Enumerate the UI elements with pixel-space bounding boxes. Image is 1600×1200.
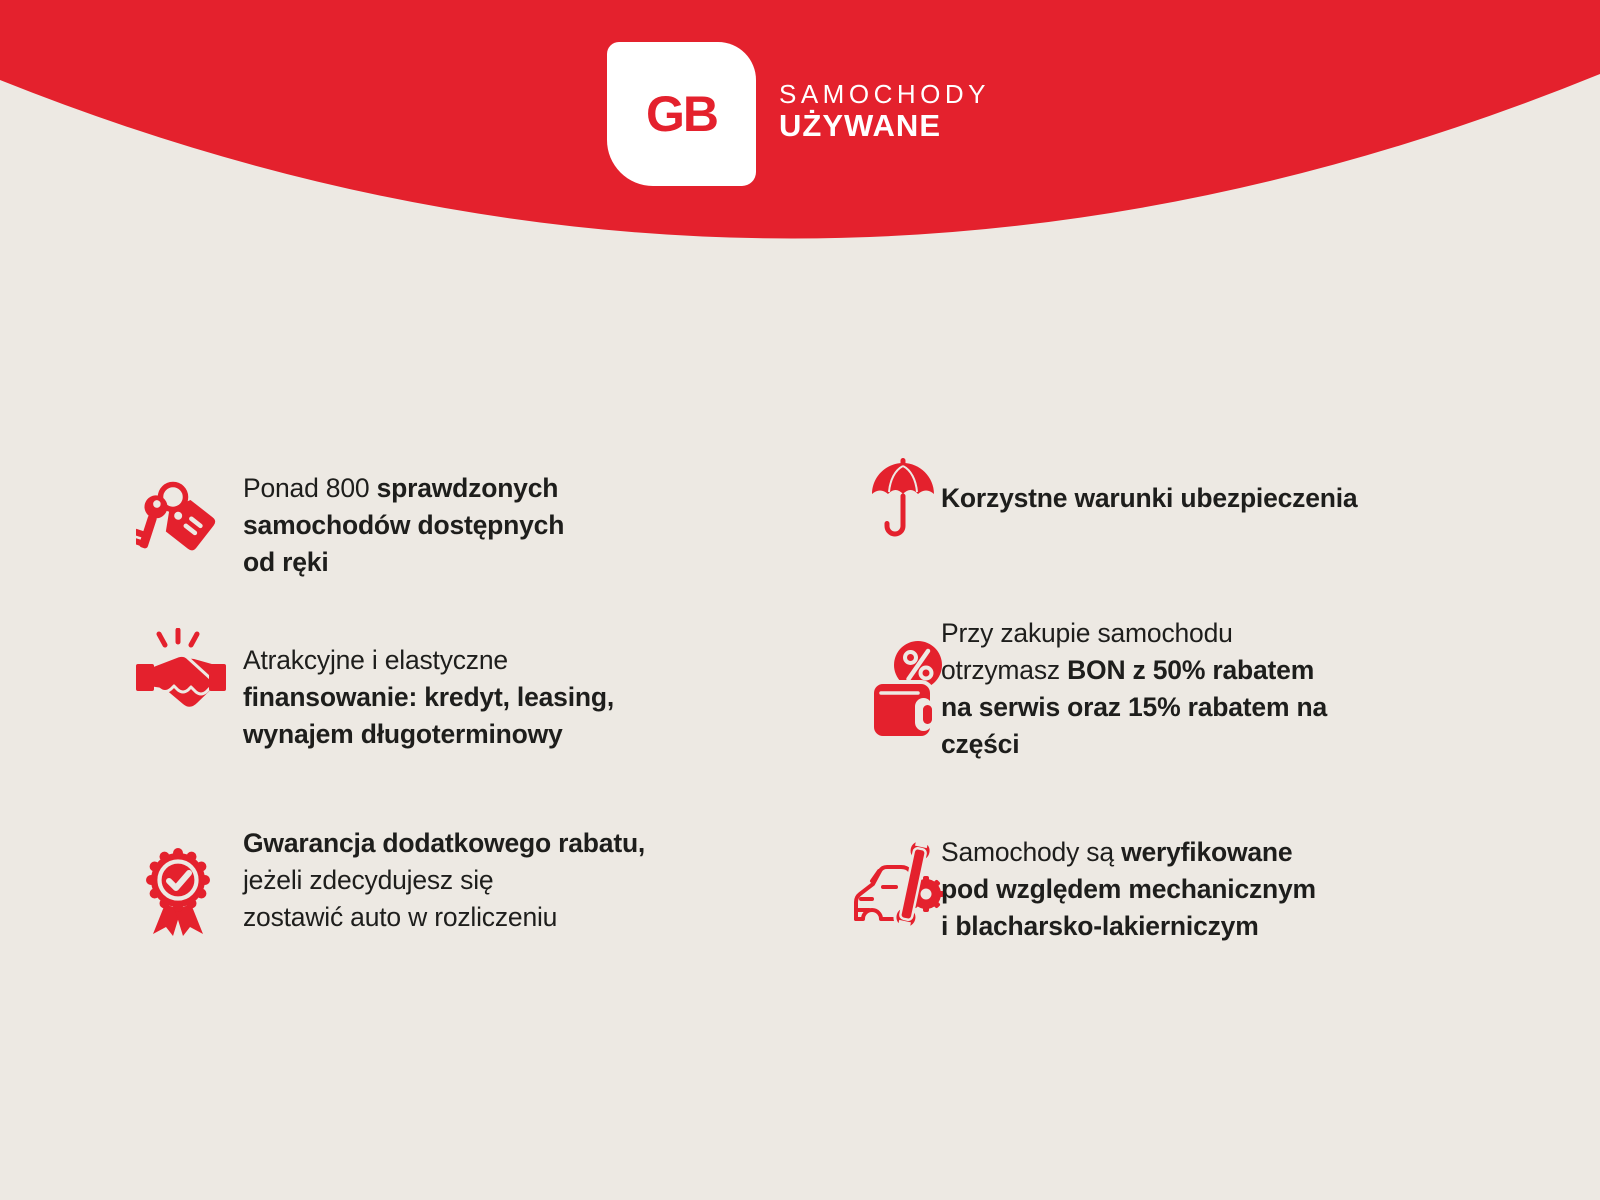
text-run: finansowanie: kredyt, leasing, bbox=[243, 682, 614, 712]
text-run: jeżeli zdecydujesz się bbox=[243, 865, 494, 895]
feature-text-insurance bbox=[941, 480, 1357, 517]
text-run: weryfikowane bbox=[1121, 837, 1293, 867]
brand-line-1: SAMOCHODY bbox=[779, 79, 990, 109]
text-run: Gwarancja dodatkowego rabatu, bbox=[243, 828, 646, 858]
feature-line bbox=[941, 615, 1327, 652]
text-run: wynajem długoterminowy bbox=[243, 719, 563, 749]
text-run: Samochody są bbox=[941, 837, 1122, 867]
feature-line bbox=[243, 544, 564, 581]
feature-text-financing bbox=[243, 642, 614, 753]
feature-line bbox=[243, 679, 614, 716]
feature-line bbox=[941, 871, 1316, 908]
feature-text-cars-available bbox=[243, 470, 564, 581]
feature-line bbox=[941, 834, 1316, 871]
text-run: Ponad 800 bbox=[243, 473, 377, 503]
text-run: pod względem mechanicznym bbox=[941, 874, 1316, 904]
feature-line bbox=[243, 470, 564, 507]
brand-wordmark bbox=[779, 79, 990, 143]
text-run: i blacharsko-lakierniczym bbox=[941, 911, 1259, 941]
text-run: części bbox=[941, 729, 1020, 759]
text-run: BON z 50% rabatem bbox=[1067, 655, 1315, 685]
handshake-icon bbox=[136, 628, 226, 716]
text-run: sprawdzonych bbox=[376, 473, 559, 503]
feature-line bbox=[243, 862, 645, 899]
wallet-discount-icon bbox=[872, 640, 946, 742]
text-run: na serwis oraz 15% rabatem na bbox=[941, 692, 1327, 722]
car-service-icon bbox=[850, 836, 950, 932]
logo-tile bbox=[607, 42, 756, 186]
feature-line bbox=[941, 908, 1316, 945]
feature-text-voucher bbox=[941, 615, 1327, 763]
text-run: Przy zakupie samochodu bbox=[941, 618, 1233, 648]
feature-line bbox=[243, 716, 614, 753]
feature-line bbox=[941, 689, 1327, 726]
feature-line bbox=[941, 726, 1327, 763]
text-run: Korzystne warunki ubezpieczenia bbox=[941, 483, 1358, 513]
award-badge-icon bbox=[140, 846, 216, 938]
text-run: otrzymasz bbox=[941, 655, 1068, 685]
gb-logo: GB bbox=[646, 86, 717, 142]
text-run: od ręki bbox=[243, 547, 329, 577]
brand-line-2: UŻYWANE bbox=[779, 108, 941, 143]
feature-line bbox=[243, 825, 645, 862]
text-run: zostawić auto w rozliczeniu bbox=[243, 902, 558, 932]
car-keys-tag-icon bbox=[136, 480, 220, 560]
feature-line bbox=[243, 899, 645, 936]
feature-line bbox=[243, 642, 614, 679]
feature-text-verification bbox=[941, 834, 1316, 945]
text-run: Atrakcyjne i elastyczne bbox=[243, 645, 508, 675]
umbrella-icon bbox=[869, 458, 937, 542]
feature-text-guarantee bbox=[243, 825, 645, 936]
text-run: samochodów dostępnych bbox=[243, 510, 565, 540]
feature-line bbox=[941, 652, 1327, 689]
feature-line bbox=[941, 480, 1357, 517]
feature-line bbox=[243, 507, 564, 544]
